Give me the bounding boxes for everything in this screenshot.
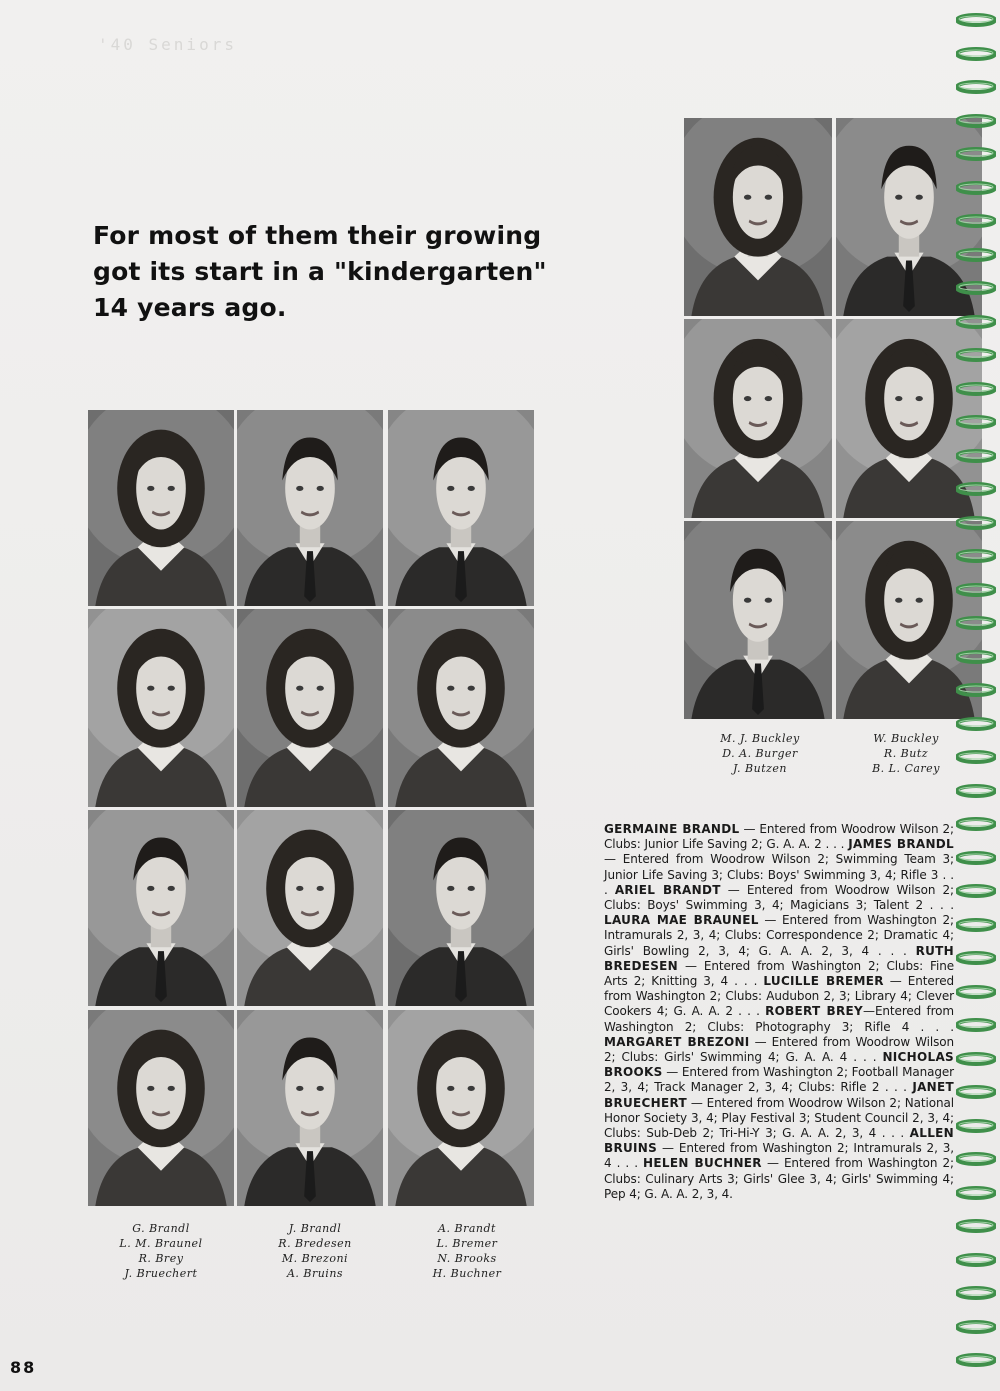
student-portrait (684, 521, 832, 719)
binding-coil (956, 950, 996, 964)
student-name: ALLEN BRUINS (604, 1126, 954, 1156)
student-portrait (88, 1010, 234, 1206)
binding-coil (956, 548, 996, 562)
caption-name: R. Butz (883, 747, 929, 760)
caption-name: J. Brandl (288, 1222, 342, 1235)
caption-column-right-1 (690, 731, 830, 776)
binding-coil (956, 917, 996, 931)
binding-coil (956, 816, 996, 830)
student-activities: Entered from Washington 2; Intramurals 2, 3, 4 . . . (604, 1141, 954, 1171)
student-portrait (684, 319, 832, 518)
student-portrait (237, 1010, 383, 1206)
binding-coil (956, 180, 996, 194)
student-name: MARGARET BREZONI (604, 1034, 750, 1049)
binding-coil (956, 883, 996, 897)
binding-coil (956, 280, 996, 294)
headline-line-3: 14 years ago. (93, 293, 287, 322)
student-portrait (88, 609, 234, 807)
student-activities: Entered from Woodrow Wilson 2; National Honor Society 3, 4; Play Festival 3; Student Council 2, 3, 4; Clubs: Sub-Deb 2; Tri-Hi-Y 3; G. A. A. 2, 3, 4 . . . (604, 1095, 954, 1141)
binding-coil (956, 515, 996, 529)
caption-column-1 (95, 1221, 227, 1281)
caption-column-right-2 (836, 731, 976, 776)
student-portrait (237, 609, 383, 807)
binding-coil (956, 1151, 996, 1165)
student-portrait (237, 810, 383, 1006)
binding-coil (956, 381, 996, 395)
caption-name: R. Bredesen (278, 1237, 352, 1250)
binding-coil (956, 113, 996, 127)
binding-coil (956, 79, 996, 93)
name-separator: — (604, 852, 623, 867)
bleed-through-text: '40 Seniors (98, 35, 237, 54)
student-portrait (237, 410, 383, 606)
name-separator: — (686, 1095, 707, 1110)
student-portrait (388, 1010, 534, 1206)
caption-name: R. Brey (138, 1252, 184, 1265)
binding-coil (956, 716, 996, 730)
student-activities: Entered from Woodrow Wilson 2; Swimming Team 3; Junior Life Saving 3; Clubs: Boys' Swimming 3, 4; Rifle 3 . . . (604, 852, 955, 897)
binding-coil (956, 1252, 996, 1266)
caption-name: J. Bruechert (124, 1267, 198, 1280)
caption-name: M. J. Buckley (720, 732, 800, 745)
caption-name: A. Bruins (286, 1267, 344, 1280)
student-name: RUTH BREDESEN (604, 943, 954, 973)
caption-name: L. Bremer (436, 1237, 498, 1250)
student-name: ROBERT BREY (765, 1004, 864, 1019)
student-portrait (88, 410, 234, 606)
student-activities: Entered from Washington 2; Clubs: Audubon 2, 3; Library 4; Clever Cookers 4; G. A. A. 2 . . . (604, 974, 954, 1019)
name-separator: — (720, 882, 747, 897)
binding-coil (956, 1352, 996, 1366)
caption-name: G. Brandl (132, 1222, 190, 1235)
student-name: HELEN BUCHNER (643, 1156, 762, 1171)
headline-line-1: For most of them their growing (93, 221, 542, 250)
student-activities: Entered from Washington 2; Intramurals 2, 3, 4; Clubs: Correspondence 2; Dramatic 4; Girls' Bowling 2, 3, 4; G. A. A. 2, 3, 4 . . . (604, 913, 954, 958)
binding-coil (956, 1084, 996, 1098)
student-portrait (388, 810, 534, 1006)
student-activities: Entered from Washington 2; Clubs: Culinary Arts 3; Girls' Glee 3, 4; Girls' Swimming 4; Pep 4; G. A. A. 2, 3, 4. (604, 1156, 954, 1201)
name-separator: — (863, 1004, 875, 1019)
name-separator: — (739, 822, 760, 836)
student-activities: Entered from Washington 2; Clubs: Photography 3; Rifle 4 . . . (604, 1004, 954, 1034)
student-name: NICHOLAS BROOKS (604, 1050, 954, 1080)
caption-column-3 (396, 1221, 538, 1281)
binding-coil (956, 1285, 996, 1299)
caption-name: M. Brezoni (281, 1252, 349, 1265)
binding-coil (956, 984, 996, 998)
binding-coil (956, 749, 996, 763)
name-separator: — (758, 913, 783, 928)
caption-name: J. Butzen (732, 762, 788, 775)
binding-coil (956, 12, 996, 26)
caption-name: W. Buckley (873, 732, 939, 745)
name-separator: — (662, 1065, 682, 1080)
student-name: JANET BRUECHERT (604, 1080, 954, 1110)
binding-coil (956, 146, 996, 160)
binding-coil (956, 1185, 996, 1199)
caption-name: L. M. Braunel (119, 1237, 203, 1250)
student-portrait (388, 609, 534, 807)
name-separator: — (761, 1156, 784, 1171)
binding-coil (956, 414, 996, 428)
student-name: ARIEL BRANDT (614, 882, 721, 897)
student-name: JAMES BRANDL (848, 837, 954, 852)
senior-biographies (604, 822, 954, 1202)
binding-coil (956, 1051, 996, 1065)
caption-name: D. A. Burger (722, 747, 798, 760)
name-separator: — (749, 1034, 772, 1049)
binding-coil (956, 247, 996, 261)
page-number: 88 (10, 1358, 37, 1377)
binding-coil (956, 481, 996, 495)
caption-name: A. Brandt (438, 1222, 496, 1235)
binding-coil (956, 783, 996, 797)
binding-coil (956, 682, 996, 696)
binding-coil (956, 582, 996, 596)
caption-name: H. Buchner (432, 1267, 502, 1280)
name-separator: — (883, 974, 908, 989)
binding-coil (956, 649, 996, 663)
binding-coil (956, 347, 996, 361)
name-separator: — (657, 1141, 679, 1156)
student-name: GERMAINE BRANDL (604, 822, 740, 836)
caption-name: N. Brooks (437, 1252, 497, 1265)
binding-coil (956, 1218, 996, 1232)
student-portrait (388, 410, 534, 606)
binding-coil (956, 1319, 996, 1333)
binding-coil (956, 1118, 996, 1132)
student-portrait (88, 810, 234, 1006)
binding-coil (956, 46, 996, 60)
student-activities: Entered from Woodrow Wilson 2; Clubs: Girls' Swimming 4; G. A. A. 4 . . . (604, 1034, 954, 1065)
binding-coil (956, 448, 996, 462)
binding-coil (956, 213, 996, 227)
student-activities: Entered from Washington 2; Football Manager 2, 3, 4; Track Manager 2, 3, 4; Clubs: Rifle 2 . . . (604, 1065, 954, 1095)
caption-name: B. L. Carey (872, 762, 940, 775)
student-activities: Entered from Woodrow Wilson 2; Clubs: Boys' Swimming 3, 4; Magicians 3; Talent 2 . . . (604, 882, 954, 913)
caption-column-2 (244, 1221, 386, 1281)
student-activities: Entered from Washington 2; Clubs: Fine Arts 2; Knitting 3, 4 . . . (604, 958, 954, 989)
student-activities: Entered from Woodrow Wilson 2; Clubs: Junior Life Saving 2; G. A. A. 2 . . . (604, 822, 954, 852)
binding-coil (956, 615, 996, 629)
student-name: LAURA MAE BRAUNEL (604, 913, 759, 928)
binding-coil (956, 1017, 996, 1031)
name-separator: — (678, 958, 704, 973)
binding-coil (956, 850, 996, 864)
page-headline (93, 218, 563, 326)
headline-line-2: got its start in a "kindergarten" (93, 257, 547, 286)
student-portrait (684, 118, 832, 316)
binding-coil (956, 314, 996, 328)
student-name: LUCILLE BREMER (763, 974, 884, 989)
